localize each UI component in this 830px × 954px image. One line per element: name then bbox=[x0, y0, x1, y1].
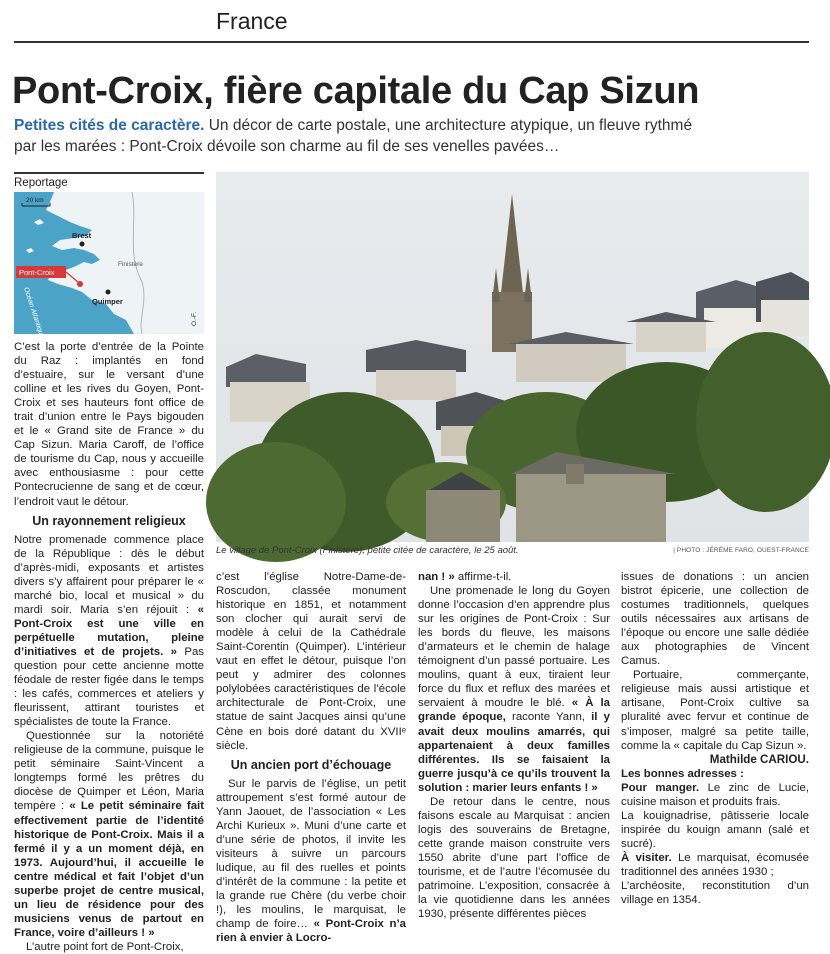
photo-caption bbox=[216, 545, 809, 556]
house-right-3 bbox=[636, 322, 706, 352]
house-right-2 bbox=[761, 300, 809, 336]
col3-paragraph-0: nan ! » affirme-t-il. bbox=[418, 571, 512, 583]
intro-paragraph: C’est la porte d’entrée de la Pointe du Raz : implantés en fond d’estuaire, sur le versant d’une colline et les rives du Goyen, Pont-Croix et ses hauteurs font office de trait d’union entre le Pays bigouden et le « Grand site de France » du Cap Sizun. Maria Caroff, de l’office de tourisme du Cap, nous y accueille avec enthousiasme : pour cette Pontecrucienne de sang et de cœur, l’endroit vaut le détour. bbox=[14, 341, 204, 508]
column-3 bbox=[418, 570, 610, 921]
subhead-port: Un ancien port d’échouage bbox=[230, 757, 392, 772]
map-brest-label: Brest bbox=[72, 231, 92, 240]
house-left-2 bbox=[376, 370, 456, 400]
locator-map bbox=[14, 172, 204, 340]
col3-paragraph-2: De retour dans le centre, nous faisons escale au Marquisat : ancien logis des souverains de Bretagne, cette grande maison construite vers 1550 abrite d’une part l’office de tourisme, et de l’autre l’écomusée du patrimoine. L’exposition, consacrée à la vie quotidienne dans les années 1930, présente différentes pièces bbox=[418, 795, 610, 921]
column-2 bbox=[216, 570, 406, 945]
map-dot-brest bbox=[80, 242, 85, 247]
top-rule bbox=[14, 41, 809, 43]
map-dot-pontcroix bbox=[77, 281, 83, 287]
headline: Pont-Croix, fière capitale du Cap Sizun bbox=[12, 70, 700, 112]
section-label: France bbox=[216, 8, 288, 34]
column-4 bbox=[621, 570, 809, 907]
col2-paragraph-2: Sur le parvis de l’église, un petit attroupement s’est formé autour de Yann Jaouet, de l’association « Les Archi Kurieux ». Muni d’une carte et d’une série de photos, il invite les visiteurs à suivre un parcours ludique, au fil des ruelles et points d’intérêt de la commune : la petite et la grande rue Chère (du verbe choir !), les moulins, le marquisat, le champ de foire… « Pont-Croix n’a rien à envier à Locro- bbox=[216, 777, 407, 945]
address-visiter: À visiter. Le marquisat, écomusée traditionnel des années 1930 ; bbox=[621, 851, 809, 878]
map-finistere-label: Finistère bbox=[118, 261, 143, 268]
col1-paragraph-1: Notre promenade commence place de la République : dès le début d’après-midi, exposants et artistes divers s’y affairent pour préparer le « marché bio, local et musical » du mardi soir. Maria s’en réjouit : « Pont-Croix est une ville en perpétuelle mutation, pleine d’initiatives et de projets. » Pas question pour cette ancienne motte féodale de rester figée dans le temps : les cafés, commerces et ateliers y fleurissent, attirant touristes et spécialistes de toute la France. bbox=[14, 533, 204, 729]
village-photo bbox=[216, 172, 809, 542]
address-archeosite: L’archéosite, reconstitution d’un village en 1354. bbox=[621, 880, 809, 907]
column-1 bbox=[14, 340, 204, 954]
caption-text: Le village de Pont-Croix (Finistère), petite citée de caractère, le 25 août. bbox=[216, 545, 519, 556]
stone-house bbox=[516, 472, 666, 542]
col4-paragraph-1: issues de donations : un ancien bistrot épicerie, une collection de costumes traditionnels, quelques outils nécessaires aux artisans de l’époque ou encore une salle dédiée aux photographies de Vincent Camus. bbox=[621, 571, 809, 668]
standfirst-kicker: Petites cités de caractère. bbox=[14, 117, 205, 134]
map-scale-label: 20 km bbox=[26, 197, 44, 204]
map-credit: O.-F. bbox=[191, 311, 198, 326]
photo-credit: | PHOTO : JÉRÉME FARO, OUEST-FRANCE bbox=[673, 547, 809, 554]
map-ocean-label: Océan Atlantique bbox=[22, 286, 46, 340]
map-pontcroix-label: Pont-Croix bbox=[19, 268, 55, 277]
address-manger: Pour manger. Le zinc de Lucie, cuisine maison et produits frais. bbox=[621, 781, 809, 808]
col2-paragraph-1: c’est l’église Notre-Dame-de-Roscudon, classée monument historique en 1851, et notamment son clocher qui aurait servi de modèle à celui de la Cathédrale Saint-Corentin (Quimper). L’intérieur vaut en effet le détour, puisque l’on peut y admirer des colonnes polylobées caractéristiques de l’école architecturale de Pont-Croix, une statue de saint Jacques ainsi qu’une Cène en bois doré datant du XVIIᵉ siècle. bbox=[216, 571, 406, 752]
village-photo-graphic bbox=[216, 172, 809, 542]
col3-paragraph-1: Une promenade le long du Goyen donne l’occasion d’en apprendre plus sur les origines de Pont-Croix : Sur les bords du fleuve, les maisons d’armateurs et le chemin de halage témoignent d’un passé portuaire. Les moulins, quant à eux, tiraient leur force du flux et reflux des marées et servaient à moudre le blé. « À la grande époque, raconte Yann, il y avait deux moulins amarrés, qui appartenaient à deux familles différentes. Ils se faisaient la guerre jusqu’à ce qu’ils trouvent la solution : marier leurs enfants ! » bbox=[418, 585, 611, 794]
standfirst bbox=[14, 115, 714, 157]
map-quimper-label: Quimper bbox=[92, 297, 123, 306]
tree-2 bbox=[206, 442, 346, 562]
standfirst-text: Un décor de carte postale, une architecture atypique, un fleuve rythmé par les marées : Pont-Croix dévoile son charme au fil de ses venelles pavées… bbox=[14, 117, 693, 155]
barn-wall bbox=[426, 490, 500, 542]
col4-paragraph-2: Portuaire, commerçante, religieuse mais aussi artistique et artisane, Pont-Croix cultive sa pluralité avec fervur et continue de s’imposer, malgré sa petite taille, comme la « capitale du Cap Sizun ». bbox=[621, 669, 809, 752]
col1-paragraph-3: L’autre point fort de Pont-Croix, bbox=[26, 940, 184, 953]
addresses-title: Les bonnes adresses : bbox=[621, 767, 744, 780]
address-kouign: La kouignadrise, pâtisserie locale inspirée du kouign amann (salé et sucré). bbox=[621, 809, 809, 850]
tree-5 bbox=[696, 332, 830, 512]
map-label: Reportage bbox=[14, 177, 68, 189]
author-signature: Mathilde CARIOU. bbox=[709, 752, 809, 766]
chimney bbox=[566, 464, 584, 484]
subhead-religieux: Un rayonnement religieux bbox=[32, 513, 186, 528]
map-dot-quimper bbox=[106, 290, 111, 295]
house-mid bbox=[516, 342, 626, 382]
col1-paragraph-2: Questionnée sur la notoriété religieuse de la commune, puisque le petit séminaire Saint-Vincent a longtemps formé les prêtres du diocèse de Quimper et Léon, Maria tempère : « Le petit séminaire fait effectivement partie de l’identité historique de Pont-Croix. Mais il a fermé il y a un moment déjà, en 1973. Aujourd’hui, il accueille le centre médical et fait l’objet d’un superbe projet de centre musical, un lieu de résidence pour des musiciens venus de partout en France, voire d’ailleurs ! » bbox=[14, 730, 205, 939]
map-graphic bbox=[14, 192, 204, 340]
